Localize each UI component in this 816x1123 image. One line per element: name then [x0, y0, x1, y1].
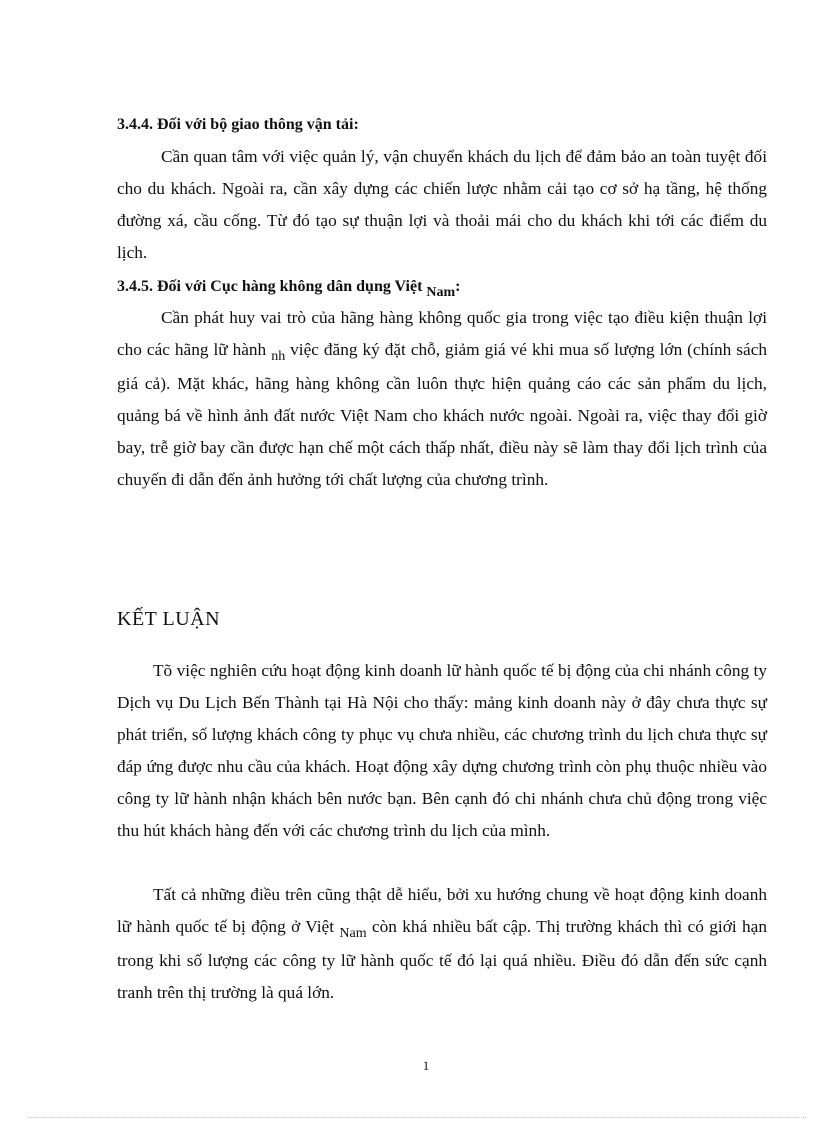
conclusion-paragraph-2 — [117, 879, 767, 1009]
para-text-1: Cần phát huy vai trò của hãng hàng không quốc gia trong việc tạo điều kiện thuận lợi cho các hãng lữ hành — [117, 308, 767, 360]
para-text-2: việc đăng ký đặt chỗ, giảm giá vé khi mua số lượng lớn (chính sách giá cả). Mặt khác, hãng hàng không cần luôn thực hiện quảng cáo các sản phẩm du lịch, quảng bá về hình ảnh đất nước Việt Nam cho khách nước ngoài. Ngoài ra, việc thay đổi giờ bay, trễ giờ bay cần được hạn chế một cách thấp nhất, điều này sẽ làm thay đổi lịch trình của chuyến đi dẫn đến ảnh hưởng tới chất lượng của chương trình. — [117, 340, 768, 490]
para2-subscript: Nam — [339, 926, 367, 942]
section-heading-3-4-5 — [117, 278, 461, 300]
para2-text-1: Tất cả những điều trên cũng thật dễ hiểu, bởi xu hướng chung về hoạt động kinh doanh lữ hành quốc tế bị động ở Việt — [117, 885, 767, 937]
heading-subscript: Nam — [426, 285, 456, 300]
heading-text: 3.4.5. Đối với Cục hàng không dân dụng Việt — [117, 278, 427, 295]
para2-text-2: còn khá nhiều bất cập. Thị trường khách thì có giới hạn trong khi số lượng các công ty lữ hành quốc tế đó lại quá nhiều. Điều đó dẫn đến sức cạnh tranh trên thị trường là quá lớn. — [117, 917, 767, 1003]
section-3-4-4-paragraph: Cần quan tâm với việc quản lý, vận chuyển khách du lịch để đảm bảo an toàn tuyệt đối cho du khách. Ngoài ra, cần xây dựng các chiến lược nhằm cải tạo cơ sở hạ tầng, hệ thống đường xá, cầu cống. Từ đó tạo sự thuận lợi và thoải mái cho du khách khi tới các điểm du lịch. — [117, 147, 767, 263]
para-subscript: nh — [271, 349, 286, 365]
conclusion-paragraph-1: Tõ việc nghiên cứu hoạt động kinh doanh lữ hành quốc tế bị động của chi nhánh công ty Dịch vụ Du Lịch Bến Thành tại Hà Nội cho thấy: mảng kinh doanh này ở đây chưa thực sự phát triển, số lượng khách công ty phục vụ chưa nhiều, các chương trình du lịch chưa thực sự đáp ứng được nhu cầu của khách. Hoạt động xây dựng chương trình còn phụ thuộc nhiều vào công ty lữ hành nhận khách bên nước bạn. Bên cạnh đó chi nhánh chưa chủ động trong việc thu hút khách hàng đến với các chương trình du lịch của mình. — [117, 661, 767, 841]
section-heading-3-4-4: 3.4.4. Đối với bộ giao thông vận tải: — [117, 116, 359, 133]
conclusion-title: KẾT LUẬN — [117, 608, 221, 630]
page-number: 1 — [422, 1058, 430, 1073]
heading-colon: : — [455, 278, 461, 295]
section-3-4-5-paragraph — [117, 302, 767, 497]
page-bottom-rule — [28, 1117, 806, 1118]
